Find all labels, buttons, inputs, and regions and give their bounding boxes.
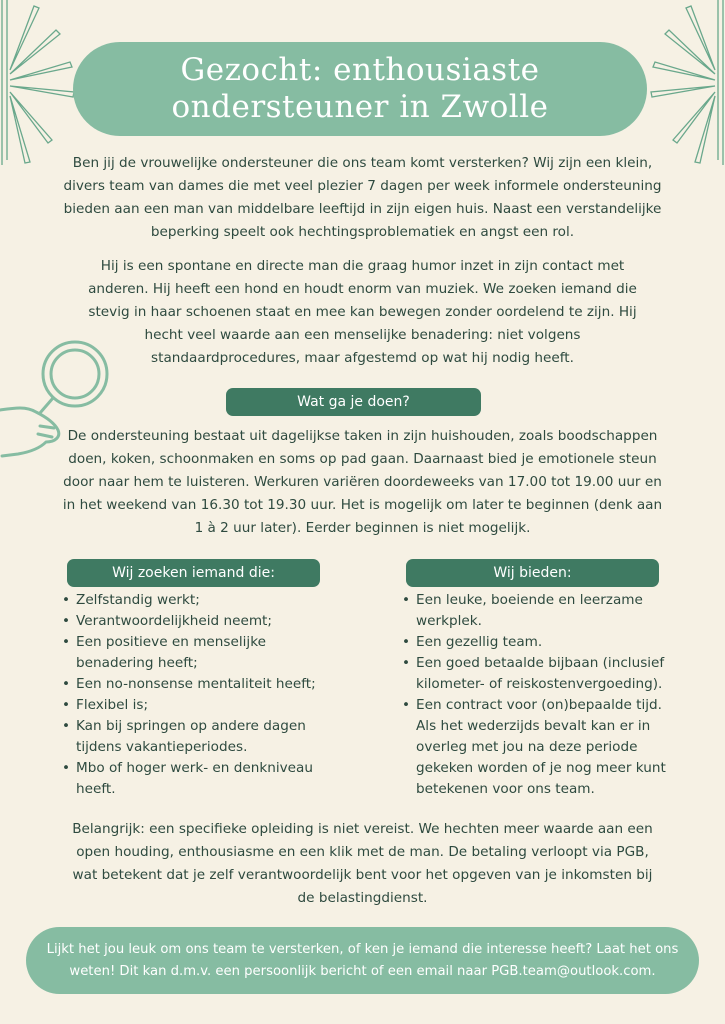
- sunburst-left-icon: [0, 0, 80, 170]
- page-title: [172, 52, 549, 126]
- list-item: • Een leuke, boeiende en leerzame werkplek.: [400, 590, 685, 632]
- sunburst-right-icon: [645, 0, 725, 170]
- list-item: • Mbo of hoger werk- en denkniveau heeft.: [60, 758, 335, 800]
- offer-heading: Wij bieden:: [406, 559, 659, 587]
- list-item: • Een no-nonsense mentaliteit heeft;: [60, 674, 335, 695]
- list-item: • Flexibel is;: [60, 695, 335, 716]
- title-banner: [73, 42, 647, 136]
- list-item: • Een contract voor (on)bepaalde tijd. Als het wederzijds bevalt kan er in overleg met jou na deze periode gekeken worden of je nog meer kunt betekenen voor ons team.: [400, 695, 685, 800]
- list-item: • Een goed betaalde bijbaan (inclusief kilometer- of reiskostenvergoeding).: [400, 653, 685, 695]
- title-line-2: ondersteuner in Zwolle: [171, 89, 549, 125]
- tasks-heading: Wat ga je doen?: [226, 388, 481, 416]
- list-item: • Een positieve en menselijke benadering heeft;: [60, 632, 335, 674]
- intro-paragraph-2: Hij is een spontane en directe man die graag humor inzet in zijn contact met anderen. Hij heeft een hond en houdt enorm van muziek. We zoeken iemand die stevig in haar schoenen staat en mee kan bewegen zonder oordelend te zijn. Hij hecht veel waarde aan een menselijke benadering: niet volgens standaardprocedures, maar afgestemd op wat hij nodig heeft.: [88, 258, 637, 366]
- tasks-paragraph: De ondersteuning bestaat uit dagelijkse taken in zijn huishouden, zoals boodschappen doen, koken, schoonmaken en soms op pad gaan. Daarnaast bied je emotionele steun door naar hem te luisteren. Werkuren variëren doordeweeks van 17.00 tot 19.00 uur en in het weekend van 16.30 tot 19.30 uur. Het is mogelijk om later te beginnen (denk aan 1 à 2 uur later). Eerder beginnen is niet mogelijk.: [62, 428, 663, 536]
- list-item: • Een gezellig team.: [400, 632, 685, 653]
- seeking-list: [60, 590, 335, 800]
- list-item: • Verantwoordelijkheid neemt;: [60, 611, 335, 632]
- list-item: • Kan bij springen op andere dagen tijdens vakantieperiodes.: [60, 716, 335, 758]
- footer-banner: [26, 927, 699, 994]
- footer-text: Lijkt het jou leuk om ons team te versterken, of ken je iemand die interesse heeft? Laat het ons weten! Dit kan d.m.v. een persoonlijk bericht of een email naar PGB.team@outlook.com.: [46, 941, 679, 979]
- list-item: • Zelfstandig werkt;: [60, 590, 335, 611]
- offer-list: [400, 590, 685, 800]
- important-paragraph: Belangrijk: een specifieke opleiding is niet vereist. We hechten meer waarde aan een open houding, enthousiasme en een klik met de man. De betaling verloopt via PGB, wat betekent dat je zelf verantwoordelijk bent voor het opgeven van je inkomsten bij de belastingdienst.: [72, 821, 653, 906]
- intro-paragraph-1: Ben jij de vrouwelijke ondersteuner die ons team komt versterken? Wij zijn een klein, divers team van dames die met veel plezier 7 dagen per week informele ondersteuning bieden aan een man van middelbare leeftijd in zijn eigen huis. Naast een verstandelijke beperking speelt ook hechtingsproblematiek en angst een rol.: [63, 155, 662, 240]
- title-line-1: Gezocht: enthousiaste: [180, 52, 540, 88]
- seeking-heading: Wij zoeken iemand die:: [67, 559, 320, 587]
